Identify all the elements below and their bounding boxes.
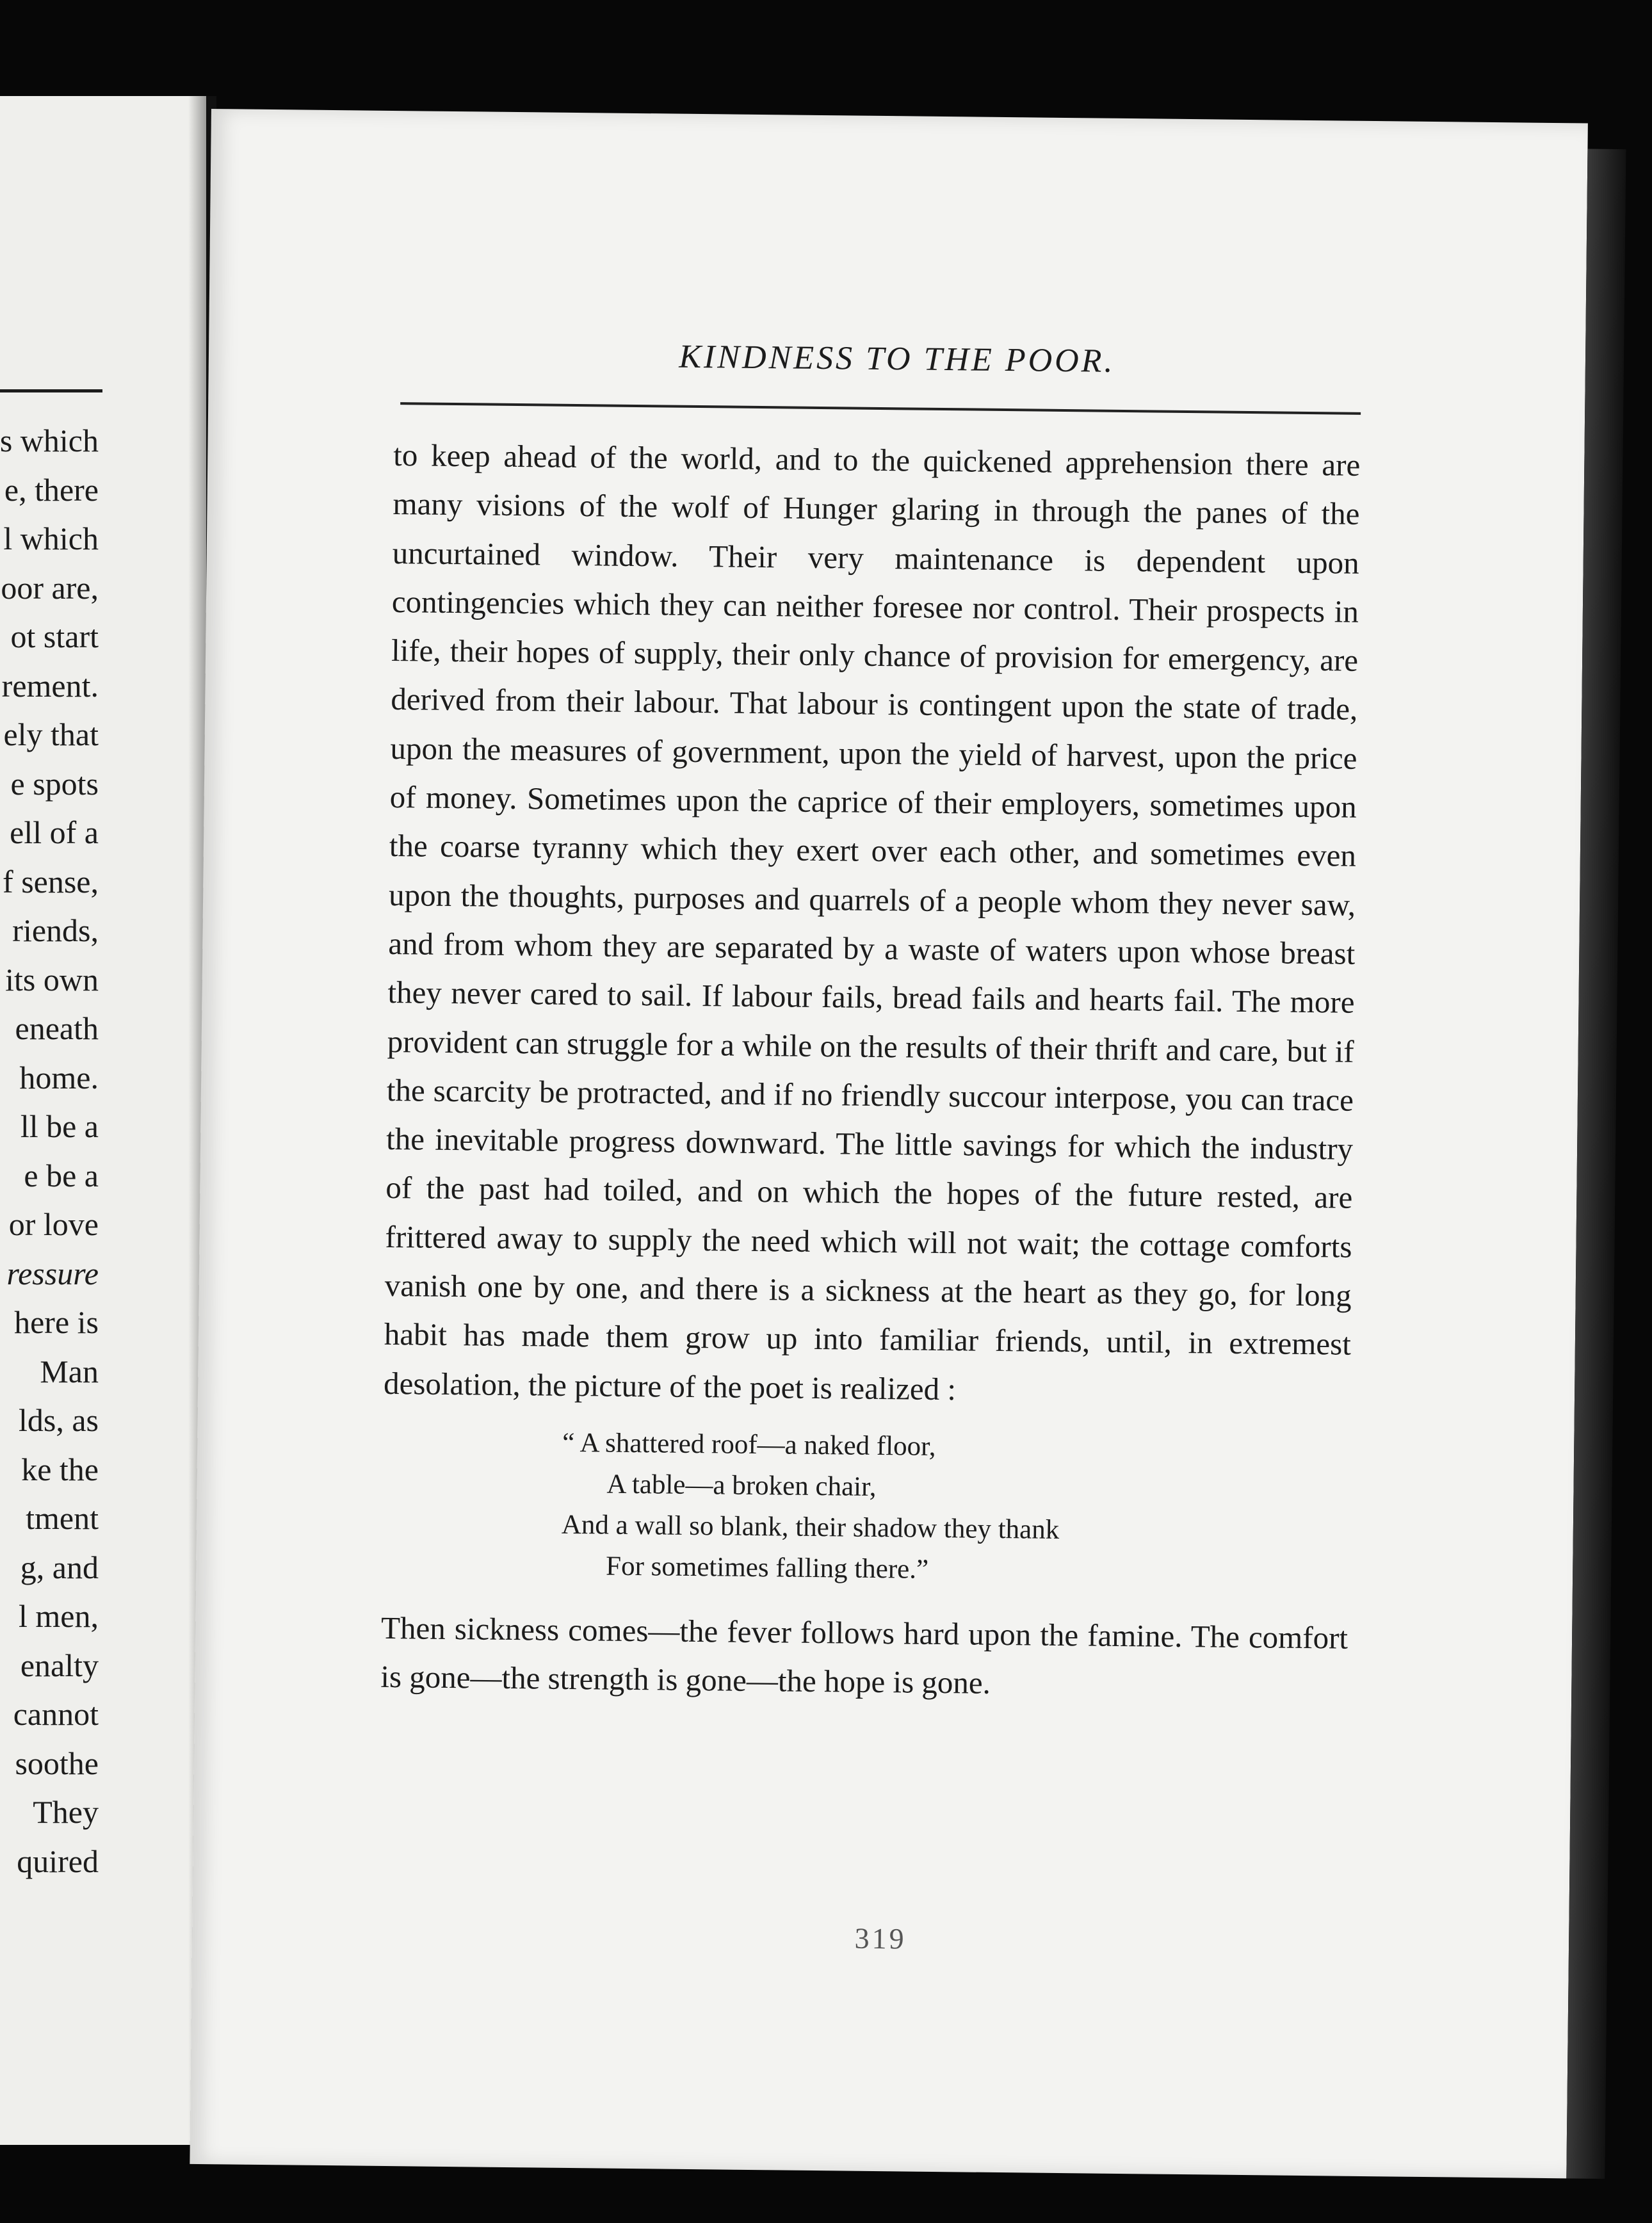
left-page-fragment [0, 96, 206, 2145]
left-page-line: l which [3, 521, 99, 556]
left-page-line: here is [14, 1304, 99, 1340]
left-page-line: rement. [1, 667, 99, 704]
left-page-line: oor are, [1, 569, 99, 606]
left-page-line: its own [5, 961, 99, 998]
left-page-line: l men, [19, 1598, 99, 1634]
left-page-line: g, and [20, 1549, 99, 1585]
left-page-line: ell of a [10, 814, 99, 850]
left-page-line: s which [0, 423, 99, 458]
left-page-line: Man [40, 1353, 99, 1389]
verse-line: And a wall so blank, their shadow they thank [561, 1509, 1060, 1545]
left-page-line: ke the [21, 1451, 99, 1487]
left-page-line: ll be a [20, 1108, 99, 1144]
left-page-line: quired [17, 1843, 99, 1879]
left-page-line: riends, [12, 912, 99, 948]
left-page-line: ressure [6, 1255, 99, 1291]
paragraph-1: to keep ahead of the world, and to the quickened apprehension there are many visions of the wolf of Hunger glaring in through the panes of the uncurtained window. Their very maintenance is dependent upon contingencies which they can neither foresee nor control. Their prospects in life, their hopes of supply, their only chance of provision for emergency, are derived from their labour. That labour is contingent upon the state of trade, upon the measures of government, upon the yield of harvest, upon the price of money. Sometimes upon the caprice of their employers, sometimes upon the coarse tyranny which they exert over each other, and sometimes even upon the thoughts, purposes and quarrels of a people whom they never saw, and from whom they are separated by a waste of waters upon whose breast they never cared to sail. If labour fails, bread fails and hearts fail. The more provident can struggle for a while on the results of their thrift and care, but if the scarcity be protracted, and if no friendly succour interpose, you can trace the inevitable progress downward. The little savings for which the industry of the past had toiled, and on which the hopes of the future rested, are frittered away to supply the need which will not wait; the cottage comforts vanish one by one, and there is a sickness at the heart as they go, for long habit has made them grow up into familiar friends, until, in extremest desolation, the picture of the poet is realized : [383, 437, 1361, 1407]
left-page-line: f sense, [3, 863, 99, 900]
body-text [380, 431, 1361, 1711]
left-page-line: They [33, 1794, 99, 1830]
left-page-line: e be a [24, 1157, 99, 1193]
left-page-line: lds, as [19, 1402, 99, 1438]
left-page-line: home. [19, 1059, 99, 1095]
verse-quotation [561, 1423, 1350, 1595]
right-page [190, 109, 1587, 2178]
left-page-text [0, 416, 99, 1886]
left-page-line: soothe [15, 1745, 99, 1781]
left-page-line: e spots [10, 765, 99, 802]
left-page-line: ely that [3, 716, 99, 752]
verse-line: “ A shattered roof—a naked floor, [562, 1427, 936, 1462]
page-edge-shadow [1566, 149, 1626, 2179]
left-page-line: or love [8, 1206, 99, 1242]
left-page-line: cannot [13, 1696, 99, 1732]
left-page-line: ot start [10, 618, 99, 654]
paragraph-2: Then sickness comes—the fever follows hard upon the famine. The comfort is gone—the strength is gone—the hope is gone. [380, 1610, 1348, 1701]
running-head: KINDNESS TO THE POOR. [679, 338, 1115, 380]
left-page-line: e, there [4, 471, 99, 508]
page-number: 319 [854, 1921, 907, 1955]
verse-line: For sometimes falling there.” [605, 1551, 929, 1585]
left-page-line: tment [26, 1500, 99, 1536]
verse-line: A table—a broken chair, [606, 1469, 877, 1502]
header-rule [400, 402, 1361, 415]
left-page-line: enalty [20, 1647, 99, 1683]
left-page-line: eneath [15, 1010, 99, 1046]
left-page-rule [0, 389, 102, 392]
